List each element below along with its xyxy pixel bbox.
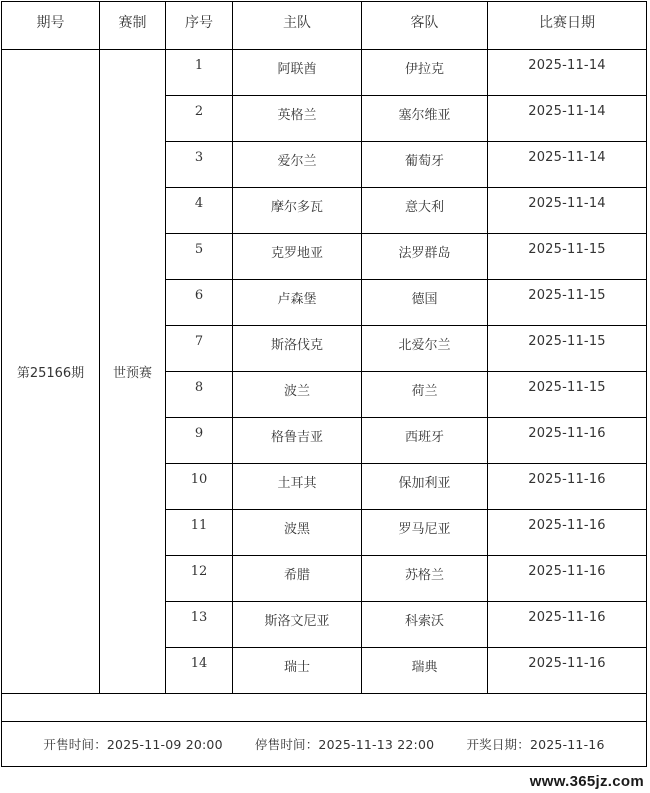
away-team-cell: 塞尔维亚 xyxy=(362,96,488,142)
header-away-team: 客队 xyxy=(362,2,488,50)
header-match-date: 比赛日期 xyxy=(488,2,647,50)
seq-cell: 3 xyxy=(166,142,233,188)
away-team-cell: 葡萄牙 xyxy=(362,142,488,188)
away-team-cell: 科索沃 xyxy=(362,602,488,648)
away-team-cell: 瑞典 xyxy=(362,648,488,694)
competition-cell: 世预赛 xyxy=(100,50,166,694)
match-date-cell: 2025-11-14 xyxy=(488,142,647,188)
away-team-cell: 荷兰 xyxy=(362,372,488,418)
home-team-cell: 摩尔多瓦 xyxy=(233,188,362,234)
spacer-row xyxy=(2,694,647,722)
seq-cell: 5 xyxy=(166,234,233,280)
match-date-cell: 2025-11-16 xyxy=(488,464,647,510)
match-date-cell: 2025-11-16 xyxy=(488,602,647,648)
away-team-cell: 法罗群岛 xyxy=(362,234,488,280)
home-team-cell: 克罗地亚 xyxy=(233,234,362,280)
period-cell: 第25166期 xyxy=(2,50,100,694)
away-team-cell: 德国 xyxy=(362,280,488,326)
match-date-cell: 2025-11-15 xyxy=(488,280,647,326)
away-team-cell: 北爱尔兰 xyxy=(362,326,488,372)
sale-end-time: 停售时间：2025-11-13 22:00 xyxy=(254,737,435,752)
seq-cell: 2 xyxy=(166,96,233,142)
home-team-cell: 瑞士 xyxy=(233,648,362,694)
home-team-cell: 波兰 xyxy=(233,372,362,418)
match-row xyxy=(2,50,647,96)
home-team-cell: 波黑 xyxy=(233,510,362,556)
seq-cell: 10 xyxy=(166,464,233,510)
header-period: 期号 xyxy=(2,2,100,50)
match-schedule-table xyxy=(1,1,647,767)
header-competition: 赛制 xyxy=(100,2,166,50)
home-team-cell: 阿联酋 xyxy=(233,50,362,96)
seq-cell: 13 xyxy=(166,602,233,648)
match-date-cell: 2025-11-14 xyxy=(488,50,647,96)
match-date-cell: 2025-11-14 xyxy=(488,188,647,234)
home-team-cell: 斯洛文尼亚 xyxy=(233,602,362,648)
away-team-cell: 保加利亚 xyxy=(362,464,488,510)
match-date-cell: 2025-11-14 xyxy=(488,96,647,142)
away-team-cell: 意大利 xyxy=(362,188,488,234)
sale-start-time: 开售时间：2025-11-09 20:00 xyxy=(43,737,223,752)
home-team-cell: 格鲁吉亚 xyxy=(233,418,362,464)
header-home-team: 主队 xyxy=(233,2,362,50)
home-team-cell: 希腊 xyxy=(233,556,362,602)
footer-row xyxy=(2,722,647,767)
seq-cell: 11 xyxy=(166,510,233,556)
header-row xyxy=(2,2,647,50)
draw-date: 开奖日期：2025-11-16 xyxy=(466,737,605,752)
match-date-cell: 2025-11-16 xyxy=(488,556,647,602)
seq-cell: 14 xyxy=(166,648,233,694)
match-date-cell: 2025-11-15 xyxy=(488,234,647,280)
home-team-cell: 斯洛伐克 xyxy=(233,326,362,372)
match-date-cell: 2025-11-16 xyxy=(488,418,647,464)
seq-cell: 1 xyxy=(166,50,233,96)
seq-cell: 6 xyxy=(166,280,233,326)
match-date-cell: 2025-11-15 xyxy=(488,326,647,372)
seq-cell: 8 xyxy=(166,372,233,418)
site-watermark: www.365jz.com xyxy=(529,773,644,790)
seq-cell: 12 xyxy=(166,556,233,602)
home-team-cell: 土耳其 xyxy=(233,464,362,510)
home-team-cell: 卢森堡 xyxy=(233,280,362,326)
seq-cell: 9 xyxy=(166,418,233,464)
seq-cell: 7 xyxy=(166,326,233,372)
seq-cell: 4 xyxy=(166,188,233,234)
header-seq: 序号 xyxy=(166,2,233,50)
home-team-cell: 爱尔兰 xyxy=(233,142,362,188)
away-team-cell: 伊拉克 xyxy=(362,50,488,96)
away-team-cell: 西班牙 xyxy=(362,418,488,464)
match-date-cell: 2025-11-16 xyxy=(488,510,647,556)
away-team-cell: 苏格兰 xyxy=(362,556,488,602)
home-team-cell: 英格兰 xyxy=(233,96,362,142)
away-team-cell: 罗马尼亚 xyxy=(362,510,488,556)
match-date-cell: 2025-11-15 xyxy=(488,372,647,418)
match-date-cell: 2025-11-16 xyxy=(488,648,647,694)
